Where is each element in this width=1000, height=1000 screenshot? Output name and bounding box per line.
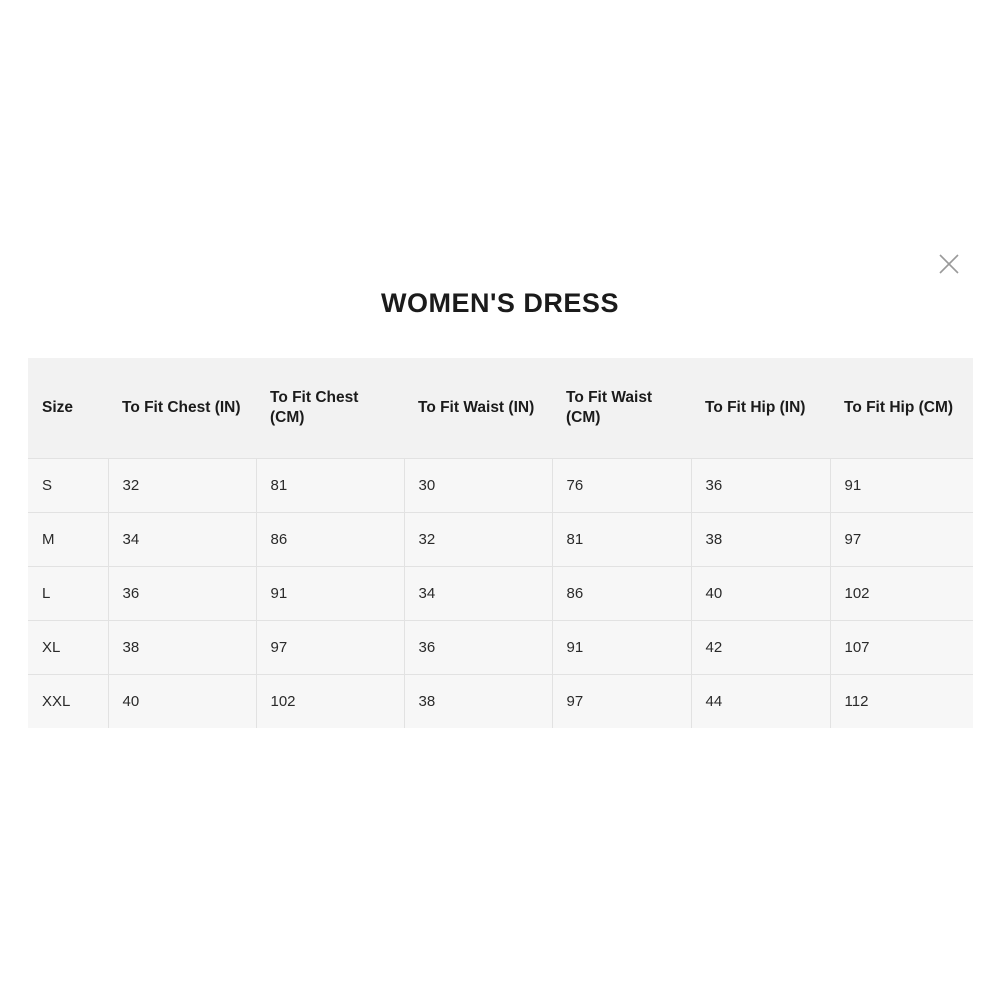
cell-hip-cm: 91 [830,458,973,512]
cell-chest-cm: 97 [256,620,404,674]
cell-hip-cm: 97 [830,512,973,566]
close-icon [938,253,960,275]
cell-waist-cm: 86 [552,566,691,620]
cell-waist-cm: 76 [552,458,691,512]
column-header-waist-in: To Fit Waist (IN) [404,358,552,458]
table-row [28,566,973,620]
cell-waist-in: 34 [404,566,552,620]
cell-size: L [28,566,108,620]
size-chart-table [28,358,973,728]
cell-hip-in: 40 [691,566,830,620]
column-header-chest-cm: To Fit Chest (CM) [256,358,404,458]
page-title: WOMEN'S DRESS [381,288,619,318]
cell-waist-in: 30 [404,458,552,512]
table-row [28,674,973,728]
cell-size: M [28,512,108,566]
cell-hip-cm: 107 [830,620,973,674]
cell-chest-cm: 91 [256,566,404,620]
cell-chest-in: 32 [108,458,256,512]
table-body [28,458,973,728]
cell-chest-in: 38 [108,620,256,674]
cell-waist-in: 32 [404,512,552,566]
cell-chest-in: 36 [108,566,256,620]
cell-hip-in: 42 [691,620,830,674]
column-header-hip-in: To Fit Hip (IN) [691,358,830,458]
table-row [28,620,973,674]
cell-hip-in: 38 [691,512,830,566]
cell-chest-in: 40 [108,674,256,728]
column-header-size: Size [28,358,108,458]
cell-waist-cm: 81 [552,512,691,566]
table-header-row [28,358,973,458]
cell-hip-cm: 112 [830,674,973,728]
table-row [28,512,973,566]
cell-size: XXL [28,674,108,728]
cell-size: XL [28,620,108,674]
table-header [28,358,973,458]
column-header-waist-cm: To Fit Waist (CM) [552,358,691,458]
close-button[interactable] [928,243,970,285]
column-header-hip-cm: To Fit Hip (CM) [830,358,973,458]
size-chart-table-wrapper [28,358,973,728]
cell-hip-in: 36 [691,458,830,512]
cell-chest-cm: 102 [256,674,404,728]
cell-size: S [28,458,108,512]
cell-waist-cm: 97 [552,674,691,728]
table-row [28,458,973,512]
column-header-chest-in: To Fit Chest (IN) [108,358,256,458]
cell-chest-cm: 86 [256,512,404,566]
cell-waist-cm: 91 [552,620,691,674]
cell-chest-cm: 81 [256,458,404,512]
cell-hip-in: 44 [691,674,830,728]
cell-waist-in: 38 [404,674,552,728]
cell-hip-cm: 102 [830,566,973,620]
cell-waist-in: 36 [404,620,552,674]
cell-chest-in: 34 [108,512,256,566]
